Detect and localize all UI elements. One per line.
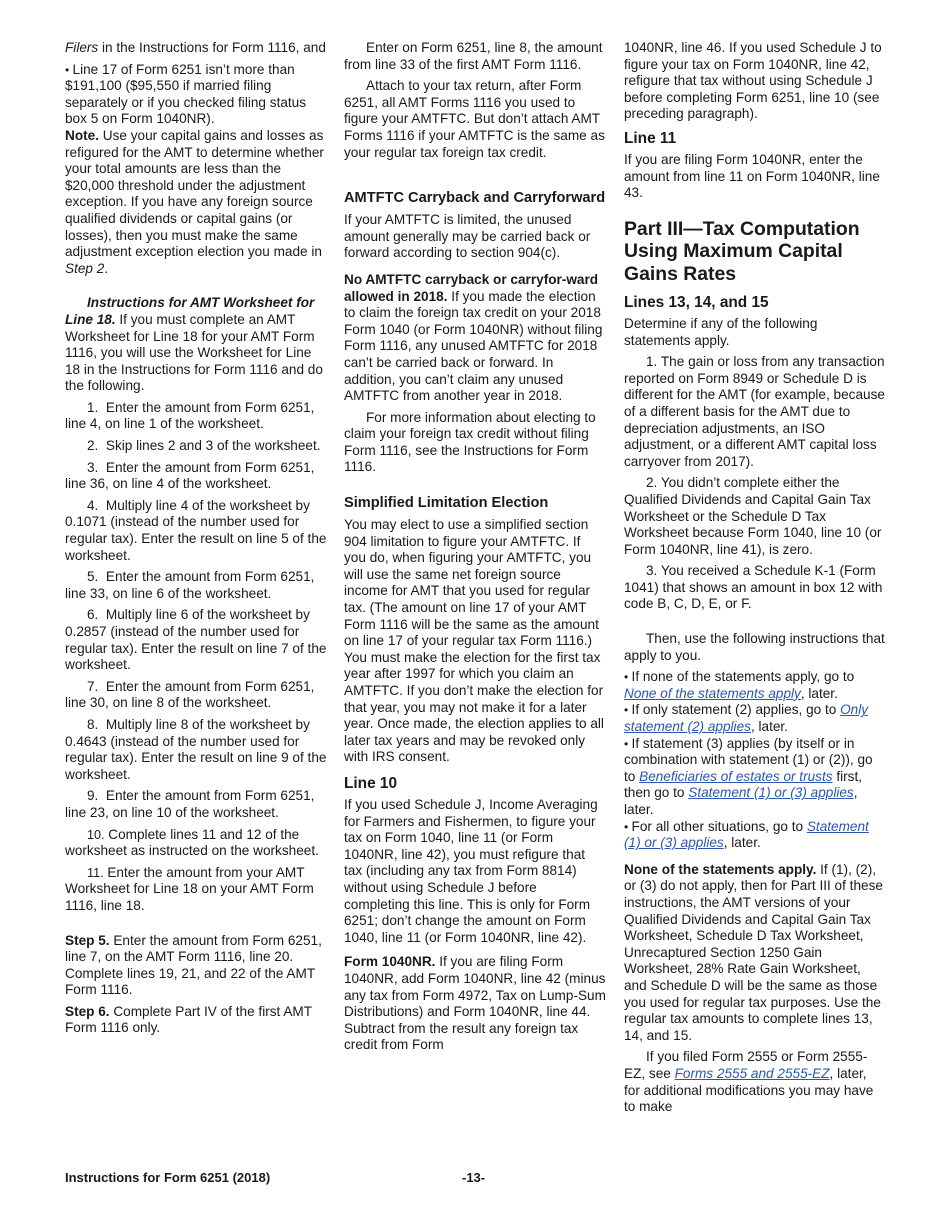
paragraph-no-carryback: No AMTFTC carryback or carryfor-ward allowed in 2018. If you made the election to claim the foreign tax credit on your 2018 Form 1040 (or Form 1040NR) without filing Form 1116, any unused AMTFTC for 2018 can’t be carried back or forward. In addition, you can’t claim any unused AMTFTC from another year in 2018. <box>344 271 603 404</box>
paragraph-form-2555: If you filed Form 2555 or Form 2555-EZ, see Forms 2555 and 2555-EZ, later, for additional modifications you may have to make <box>624 1049 874 1115</box>
paragraph-simplified: You may elect to use a simplified section 904 limitation to figure your AMTFTC. If you do, when figuring your AMTFTC, you will use the same net foreign source income for AMT that you used for regular tax. (The amount on line 17 of your AMT Form 1116 will be the same as the amount on line 17 of your regular tax Form 1116.) You must make the election for the first tax year after 1997 for which you claim an AMTFTC. If you don’t make the election for that year, you may not make it for a later year. Once made, the election applies to all later tax years and may be revoked only with IRS consent. <box>344 517 604 765</box>
bullet-none-apply: • If none of the statements apply, go to None of the statements apply, later. <box>624 669 886 702</box>
paragraph-attach: Attach to your tax return, after Form 6251, all AMT Forms 1116 you used to figure your AMTFTC. But don’t attach AMT Forms 1116 if your AMTFTC is the same as your regular tax foreign tax credit. <box>344 78 605 160</box>
worksheet-step-3: 3. Enter the amount from Form 6251, line 36, on line 4 of the worksheet. <box>65 459 315 492</box>
paragraph-instructions-worksheet: Instructions for AMT Worksheet for Line 18. If you must complete an AMT Worksheet for Line 18 for your AMT Form 1116, you will use the Worksheet for Line 18 in the Instructions for Form 1116 and do the following. <box>65 295 323 394</box>
bullet-statement-3: • If statement (3) applies (by itself or in combination with statement (1) or (2)), go to Beneficiaries of estates or trusts first, then go to Statement (1) or (3) applies, later. <box>624 736 886 819</box>
paragraph-schedule-j: If you used Schedule J, Income Averaging for Farmers and Fishermen, to figure your tax on Form 1040, line 11 (or Form 1040NR, line 42), you must refigure that tax (including any tax from Form 8814) without using Schedule J before completing this line. This is only for Form 6251; don’t change the amount on Form 1040, line 11 (or Form 1040NR, line 42). <box>344 796 598 945</box>
paragraph-1040nr-continued: 1040NR, line 46. If you used Schedule J to figure your tax on Form 1040NR, line 42, refigure that tax without using Schedule J before completing Form 6251, line 10 (see preceding paragraph). <box>624 40 882 122</box>
worksheet-step-10: 10. Complete lines 11 and 12 of the worksheet as instructed on the worksheet. <box>65 826 319 859</box>
paragraph-filers: Filers in the Instructions for Form 1116, and <box>65 40 326 55</box>
worksheet-step-6: 6. Multiply line 6 of the worksheet by 0.2857 (instead of the number used for regular tax). Enter the result on line 7 of the worksheet. <box>65 607 327 673</box>
heading-line11: Line 11 <box>624 129 677 147</box>
paragraph-step5: Step 5. Enter the amount from Form 6251, line 7, on the AMT Form 1116, line 20. Complete lines 19, 21, and 22 of the AMT Form 1116. <box>65 932 322 998</box>
heading-carryback: AMTFTC Carryback and Carryforward <box>344 190 606 207</box>
paragraph-enter-line8: Enter on Form 6251, line 8, the amount from line 33 of the first AMT Form 1116. <box>344 40 603 72</box>
paragraph-line11: If you are filing Form 1040NR, enter the amount from line 11 on Form 1040NR, line 43. <box>624 151 880 201</box>
bullet-other-situations: • For all other situations, go to Statement (1) or (3) applies, later. <box>624 819 886 852</box>
link-beneficiaries[interactable]: Beneficiaries of estates or trusts <box>639 768 833 784</box>
page-number: -13- <box>462 1170 486 1185</box>
worksheet-step-2: 2. Skip lines 2 and 3 of the worksheet. <box>87 438 321 454</box>
paragraph-determine: Determine if any of the following statements apply. <box>624 315 818 348</box>
link-statement-1-or-3-other[interactable]: Statement (1) or (3) applies <box>624 818 869 851</box>
link-none-of-the-statements[interactable]: None of the statements apply <box>624 685 801 701</box>
bullet-line17: • Line 17 of Form 6251 isn’t more than $191,100 ($95,550 if married filing separately or if you checked filing status box 5 on Form 1040NR). <box>65 62 327 128</box>
column-right <box>624 40 886 1121</box>
paragraph-step6: Step 6. Complete Part IV of the first AMT Form 1116 only. <box>65 1003 312 1036</box>
link-statement-1-or-3[interactable]: Statement (1) or (3) applies <box>688 785 854 801</box>
paragraph-then-use: Then, use the following instructions that apply to you. <box>624 631 885 663</box>
link-forms-2555[interactable]: Forms 2555 and 2555-EZ <box>674 1065 830 1081</box>
heading-part3: Part III—Tax Computation Using Maximum Capital Gains Rates <box>624 217 860 285</box>
paragraph-form1040nr: Form 1040NR. If you are filing Form 1040NR, add Form 1040NR, line 42 (minus any tax from Form 4972, Tax on Lump-Sum Distributions) and Form 1040NR, line 44. Subtract from the result any foreign tax credit from Form <box>344 954 606 1053</box>
footer-title: Instructions for Form 6251 (2018) <box>65 1170 271 1185</box>
bullet-only-statement-2: • If only statement (2) applies, go to Only statement (2) applies, later. <box>624 702 886 735</box>
worksheet-step-5: 5. Enter the amount from Form 6251, line 33, on line 6 of the worksheet. <box>65 569 315 601</box>
column-middle <box>344 40 606 1059</box>
paragraph-none-apply: None of the statements apply. If (1), (2), or (3) do not apply, then for Part III of these instructions, the AMT versions of your Qualified Dividends and Capital Gain Tax Worksheet, Schedule D Tax Worksheet, Unrecaptured Section 1250 Gain Worksheet, 28% Rate Gain Worksheet, and Schedule D will be the same as those you used for regular tax purposes. Use the regular tax amounts to complete lines 13, 14, and 15. <box>624 861 883 1043</box>
heading-line10: Line 10 <box>344 774 398 792</box>
worksheet-step-1: 1. Enter the amount from Form 6251, line 4, on line 1 of the worksheet. <box>65 399 315 432</box>
column-left <box>65 40 327 1042</box>
worksheet-step-11: 11. Enter the amount from your AMT Worksheet for Line 18 on your AMT Form 1116, line 18. <box>65 864 314 913</box>
worksheet-step-8: 8. Multiply line 8 of the worksheet by 0.4643 (instead of the number used for regular tax). Enter the result on line 9 of the worksheet. <box>65 716 327 782</box>
statement-3: 3. You received a Schedule K-1 (Form 1041) that shows an amount in box 12 with code B, C, D, E, or F. <box>624 563 883 612</box>
worksheet-step-4: 4. Multiply line 4 of the worksheet by 0.1071 (instead of the number used for regular tax). Enter the result on line 5 of the worksheet. <box>65 497 327 563</box>
paragraph-more-info: For more information about electing to claim your foreign tax credit without filing Form 1116, see the Instructions for Form 1116. <box>344 409 596 475</box>
statement-1: 1. The gain or loss from any transaction reported on Form 8949 or Schedule D is different for the AMT (for example, because of a different basis for the AMT due to depreciation adjustments, an ISO adjustment, or a different AMT capital loss carryover from 2017). <box>624 354 885 469</box>
worksheet-step-7: 7. Enter the amount from Form 6251, line 30, on line 8 of the worksheet. <box>65 678 315 711</box>
heading-simplified-limitation: Simplified Limitation Election <box>344 495 549 512</box>
heading-lines-13-15: Lines 13, 14, and 15 <box>624 293 769 311</box>
paragraph-note: Note. Use your capital gains and losses as refigured for the AMT to determine whether your total amounts are less than the $20,000 threshold under the adjustment exception. If you have any foreign source qualified dividends or capital gains (or losses), then you must make the same adjustment exception election you made in Step 2. <box>65 127 324 276</box>
page-footer <box>65 1170 885 1190</box>
statement-2: 2. You didn’t complete either the Qualified Dividends and Capital Gain Tax Worksheet or the Schedule D Tax Worksheet because Form 1040, line 10 (or Form 1040NR, line 41), is zero. <box>624 475 882 557</box>
worksheet-step-9: 9. Enter the amount from Form 6251, line 23, on line 10 of the worksheet. <box>65 788 315 820</box>
paragraph-carryback: If your AMTFTC is limited, the unused amount generally may be carried back or forward according to section 904(c). <box>344 212 591 261</box>
link-only-statement-2[interactable]: Only statement (2) applies <box>624 702 869 735</box>
